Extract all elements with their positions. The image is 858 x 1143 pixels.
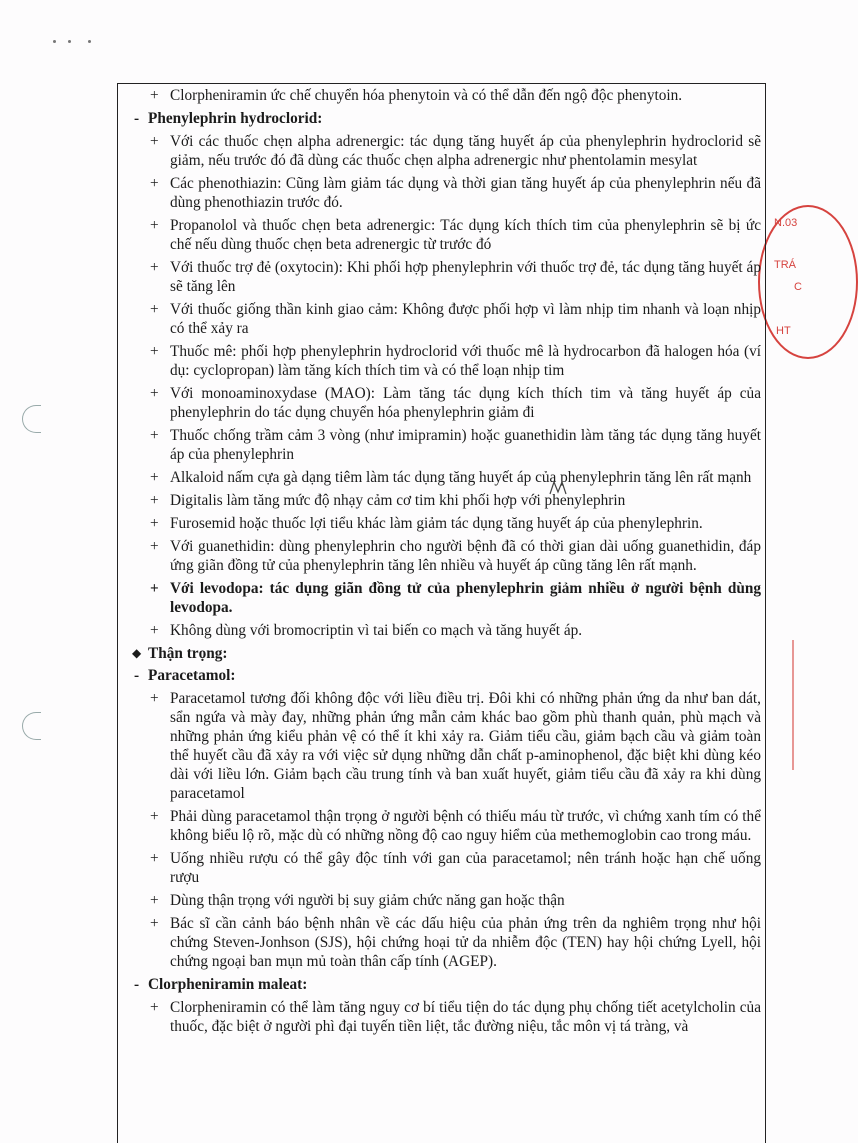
punch-hole-mark [22,405,41,433]
bullet-marker: + [150,385,159,402]
stamp-text: TRÁ [774,259,796,271]
dash-marker: - [134,667,140,684]
bullet-marker: + [150,622,159,639]
bullet-text: Với các thuốc chẹn alpha adrenergic: tác dụng tăng huyết áp của phenylephrin hydroclorid sẽ giảm, nếu trước đó đã dùng các thuốc chẹn alpha adrenergic như phentolamin mesylat [170,133,761,169]
bullet-item [138,579,761,617]
bullet-text: Furosemid hoặc thuốc lợi tiểu khác làm giảm tác dụng tăng huyết áp của phenylephrin. [170,515,703,532]
bullet-marker: + [150,427,159,444]
bullet-marker: + [150,580,159,597]
bullet-item [138,216,761,254]
subsection-heading [134,666,761,685]
bullet-text: Các phenothiazin: Cũng làm giảm tác dụng và thời gian tăng huyết áp của phenylephrin nếu đã dùng phenothiazin trước đó. [170,175,761,211]
bullet-item [138,132,761,170]
bullet-item [138,86,761,105]
diamond-bullet-icon: ◆ [132,646,142,660]
bullet-item [138,384,761,422]
heading-text: Paracetamol: [148,667,236,684]
red-margin-mark [784,640,794,770]
red-stamp [758,205,858,359]
bullet-marker: + [150,492,159,509]
bullet-text: Bác sĩ cần cảnh báo bệnh nhân về các dấu hiệu của phản ứng trên da nghiêm trọng như hội chứng Steven-Jonhson (SJS), hội chứng hoại tử da nhiễm độc (TEN) hay hội chứng Lyell, hội chứng ngoại ban mụn mủ toàn thân cấp tính (AGEP). [170,915,761,970]
scan-dot [88,40,91,43]
bullet-item [138,258,761,296]
bullet-marker: + [150,690,159,707]
bullet-marker: + [150,175,159,192]
bullet-item [138,807,761,845]
bullet-marker: + [150,515,159,532]
heading-text: Clorpheniramin maleat: [148,976,308,993]
bullet-text: Phải dùng paracetamol thận trọng ở người bệnh có thiếu máu từ trước, vì chứng xanh tím có thể không biểu lộ rõ, mặc dù có những nồng độ cao nguy hiểm của methemoglobin cao trong máu. [170,808,761,844]
bullet-item [138,621,761,640]
bullet-text: Propanolol và thuốc chẹn beta adrenergic: Tác dụng kích thích tim của phenylephrin sẽ bị ức chế nếu dùng thuốc chẹn beta adrenergic từ trước đó [170,217,761,253]
scan-dot [68,40,71,43]
bullet-item [138,537,761,575]
stamp-text: HT [776,325,791,337]
bullet-item [138,689,761,803]
stamp-text: N.03 [774,217,798,229]
bullet-marker: + [150,87,159,104]
bullet-marker: + [150,217,159,234]
bullet-marker: + [150,538,159,555]
bullet-text: Thuốc mê: phối hợp phenylephrin hydroclorid với thuốc mê là hydrocarbon đã halogen hóa (ví dụ: cyclopropan) làm tăng kích thích tim và có thể loạn nhịp tim [170,343,761,379]
punch-hole-mark [22,712,41,740]
bullet-text: Uống nhiều rượu có thể gây độc tính với gan của paracetamol; nên tránh hoặc hạn chế uống rượu [170,850,761,886]
bullet-text: Dùng thận trọng với người bị suy giảm chức năng gan hoặc thận [170,892,565,909]
bullet-item [138,342,761,380]
bullet-text: Clorpheniramin có thể làm tăng nguy cơ bí tiểu tiện do tác dụng phụ chống tiết acetylcholin của thuốc, đặc biệt ở người phì đại tuyến tiền liệt, tắc đường niệu, tắc môn vị tá tràng, và [170,999,761,1035]
dash-marker: - [134,976,140,993]
bullet-marker: + [150,133,159,150]
bullet-text: Paracetamol tương đối không độc với liều điều trị. Đôi khi có những phản ứng da như ban dát, sẩn ngứa và mày đay, những phản ứng mẫn cảm khác bao gồm phù thanh quản, phù mạch và những phản ứng kiểu phản vệ có thể ít khi xảy ra. Giảm tiểu cầu, giảm bạch cầu và giảm toàn thể huyết cầu đã xảy ra với việc sử dụng những dẫn chất p-aminophenol, đặc biệt khi dùng kéo dài với liều lớn. Giảm bạch cầu trung tính và ban xuất huyết, giảm tiểu cầu đã xảy ra khi dùng paracetamol [170,690,761,802]
bullet-marker: + [150,469,159,486]
dash-marker: - [134,110,140,127]
bullet-item [138,174,761,212]
heading-text: Phenylephrin hydroclorid: [148,110,323,127]
bullet-text: Với levodopa: tác dụng giãn đồng tử của phenylephrin giảm nhiều ở người bệnh dùng levodopa. [170,580,761,616]
bullet-item [138,914,761,971]
bullet-marker: + [150,259,159,276]
bullet-text: Với monoaminoxydase (MAO): Làm tăng tác dụng kích thích tim và tăng huyết áp của phenylephrin do tác dụng chuyển hóa phenylephrin giảm đi [170,385,761,421]
bullet-marker: + [150,850,159,867]
stamp-text: C [794,281,802,293]
bullet-text: Digitalis làm tăng mức độ nhạy cảm cơ tim khi phối hợp với phenylephrin [170,492,626,509]
bullet-text: Không dùng với bromocriptin vì tai biến co mạch và tăng huyết áp. [170,622,583,639]
bullet-marker: + [150,343,159,360]
bullet-item [138,849,761,887]
bullet-item [138,468,761,487]
bullet-text: Với thuốc giống thần kinh giao cảm: Không được phối hợp vì làm nhịp tim nhanh và loạn nhịp có thể xảy ra [170,301,761,337]
bullet-text: Với guanethidin: dùng phenylephrin cho người bệnh đã có thời gian dài uống guanethidin, đáp ứng giãn đồng tử của phenylephrin tăng lên nhiều và huyết áp cũng tăng lên rất mạnh. [170,538,761,574]
document-content-frame [117,83,766,1143]
bullet-item [138,514,761,533]
bullet-marker: + [150,915,159,932]
bullet-marker: + [150,892,159,909]
bullet-item [138,491,761,510]
subsection-heading [134,975,761,994]
section-heading [132,644,761,663]
bullet-marker: + [150,999,159,1016]
bullet-marker: + [150,301,159,318]
bullet-item [138,891,761,910]
scan-dot [53,40,56,43]
subsection-heading [134,109,761,128]
bullet-item [138,300,761,338]
bullet-text: Alkaloid nấm cựa gà dạng tiêm làm tác dụng tăng huyết áp của phenylephrin tăng lên rất mạnh [170,469,752,486]
bullet-text: Với thuốc trợ đẻ (oxytocin): Khi phối hợp phenylephrin với thuốc trợ đẻ, tác dụng tăng huyết áp sẽ tăng lên [170,259,761,295]
bullet-item [138,998,761,1036]
bullet-item [138,426,761,464]
section-text: Thận trọng: [148,645,228,662]
bullet-marker: + [150,808,159,825]
bullet-text: Thuốc chống trầm cảm 3 vòng (như imipramin) hoặc guanethidin làm tăng tác dụng tăng huyết áp của phenylephrin [170,427,761,463]
bullet-text: Clorpheniramin ức chế chuyển hóa phenytoin và có thể dẫn đến ngộ độc phenytoin. [170,87,683,104]
signature-mark [548,478,570,502]
